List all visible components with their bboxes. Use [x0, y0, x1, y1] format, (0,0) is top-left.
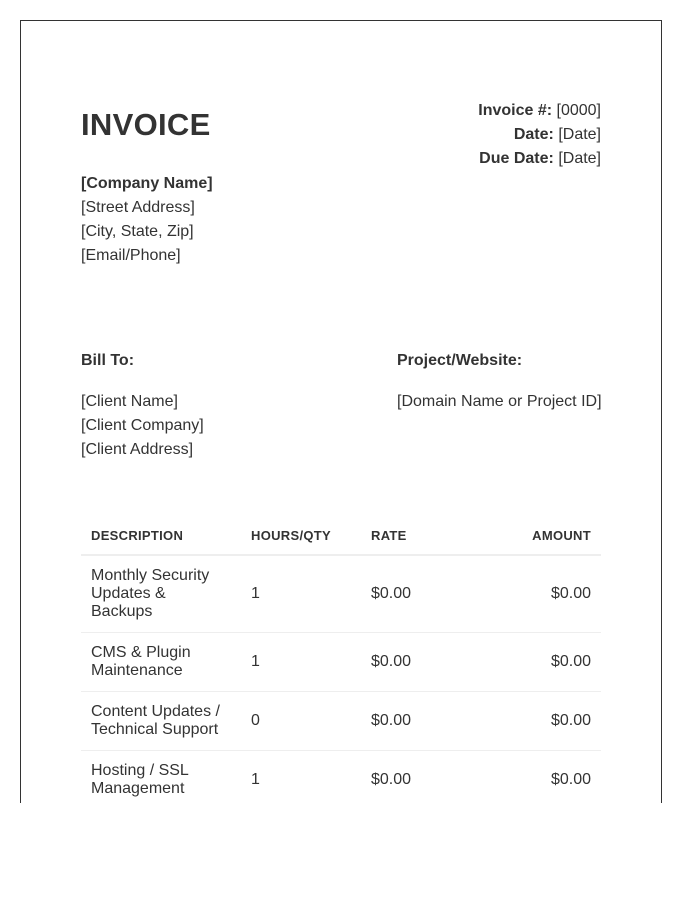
table-header-row: [81, 517, 601, 555]
table-row: [81, 633, 601, 692]
invoice-number-label: Invoice #:: [478, 102, 553, 119]
project-heading: Project/Website:: [397, 352, 523, 369]
row-amount: $0.00: [481, 555, 601, 633]
row-qty: 1: [241, 633, 361, 692]
invoice-page: [20, 20, 662, 803]
table-header: [81, 517, 601, 555]
header-amount: AMOUNT: [481, 517, 601, 555]
project-id: [Domain Name or Project ID]: [397, 393, 602, 410]
client-name: [Client Name]: [81, 393, 178, 410]
invoice-due-line: [478, 147, 601, 171]
row-qty: 1: [241, 751, 361, 804]
company-block: [81, 172, 213, 268]
row-rate: $0.00: [361, 692, 481, 751]
client-address: [Client Address]: [81, 441, 194, 458]
table-row: [81, 555, 601, 633]
invoice-date-line: [478, 123, 601, 147]
header-rate: RATE: [361, 517, 481, 555]
row-rate: $0.00: [361, 633, 481, 692]
invoice-date-value: [Date]: [558, 126, 601, 143]
row-description: Hosting / SSL Management: [81, 751, 241, 804]
row-rate: $0.00: [361, 555, 481, 633]
client-block: [81, 390, 204, 462]
row-amount: $0.00: [481, 692, 601, 751]
invoice-title: INVOICE: [81, 107, 211, 142]
row-qty: 1: [241, 555, 361, 633]
invoice-number-line: [478, 99, 601, 123]
company-city: [City, State, Zip]: [81, 223, 194, 240]
header-description: DESCRIPTION: [81, 517, 241, 555]
bill-to-heading: Bill To:: [81, 352, 135, 369]
invoice-due-value: [Date]: [558, 150, 601, 167]
client-company: [Client Company]: [81, 417, 204, 434]
company-contact: [Email/Phone]: [81, 247, 181, 264]
row-qty: 0: [241, 692, 361, 751]
row-amount: $0.00: [481, 633, 601, 692]
invoice-meta: [478, 99, 601, 171]
company-name: [Company Name]: [81, 175, 213, 192]
header-qty: HOURS/QTY: [241, 517, 361, 555]
company-street: [Street Address]: [81, 199, 195, 216]
row-amount: $0.00: [481, 751, 601, 804]
row-description: Monthly Security Updates & Backups: [81, 555, 241, 633]
invoice-date-label: Date:: [513, 126, 554, 143]
table-row: [81, 751, 601, 804]
invoice-number-value: [0000]: [556, 102, 601, 119]
table-body: [81, 555, 601, 803]
row-description: CMS & Plugin Maintenance: [81, 633, 241, 692]
row-rate: $0.00: [361, 751, 481, 804]
invoice-due-label: Due Date:: [479, 150, 554, 167]
table-row: [81, 692, 601, 751]
row-description: Content Updates / Technical Support: [81, 692, 241, 751]
line-items-table: [81, 517, 601, 803]
